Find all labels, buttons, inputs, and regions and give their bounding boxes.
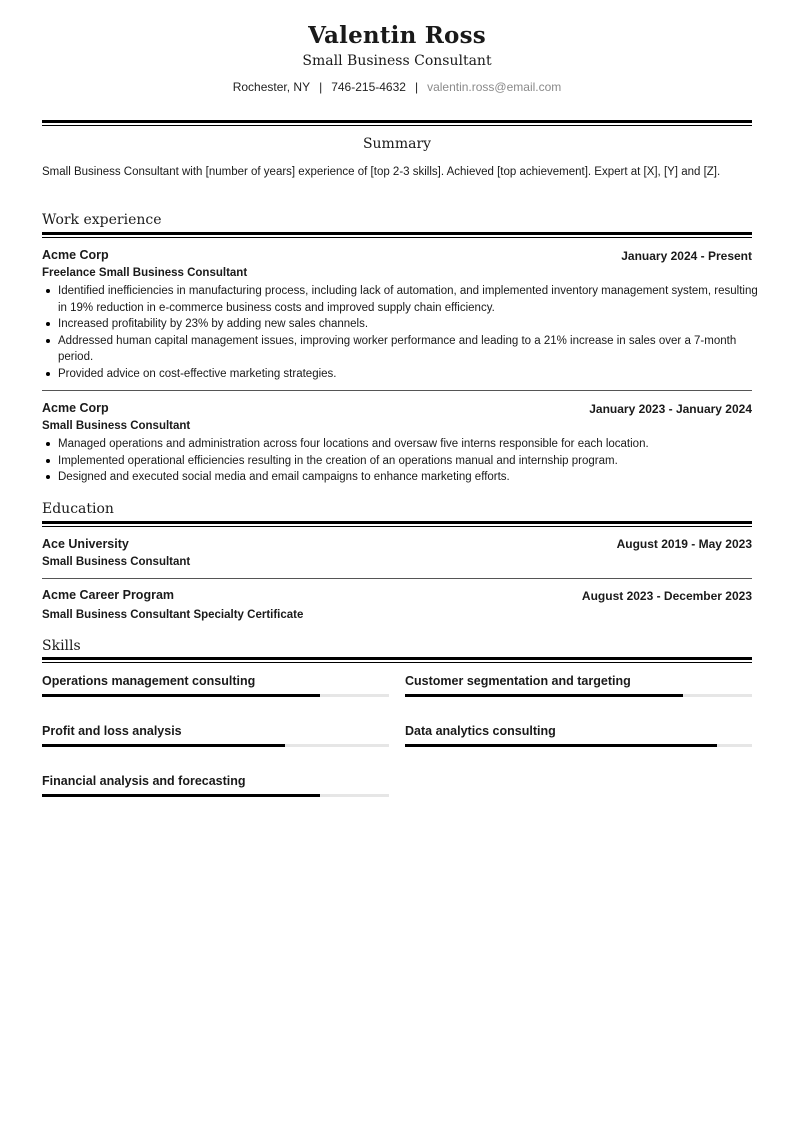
summary-heading: Summary	[362, 136, 432, 152]
education-school: Ace University	[42, 537, 129, 551]
education-school: Acme Career Program	[42, 588, 175, 602]
candidate-name: Valentin Ross	[308, 22, 486, 49]
skill-level-track	[405, 694, 752, 697]
skill-item	[42, 774, 389, 788]
education-degree: Small Business Consultant	[42, 556, 191, 568]
candidate-title: Small Business Consultant	[302, 53, 492, 69]
skills-divider	[42, 657, 752, 660]
summary-text: Small Business Consultant with [number of years] experience of [top 2-3 skills]. Achieved [top achievement]. Expert at [X], [Y] and [Z].	[42, 166, 721, 178]
header-divider	[42, 120, 752, 123]
email-link[interactable]: valentin.ross@email.com	[427, 80, 562, 94]
job-bullets	[42, 436, 768, 486]
skills-heading: Skills	[42, 638, 81, 654]
skill-item	[405, 724, 752, 738]
job-role: Freelance Small Business Consultant	[42, 267, 248, 279]
education-dates: August 2019 - May 2023	[616, 537, 752, 551]
contact-separator: |	[319, 80, 323, 94]
list-item: Identified inefficiencies in manufacturing process, including lack of automation, and implemented inventory management system, resulting in 19% reduction in e-commerce business costs and improved supply chain efficiency.	[58, 283, 768, 316]
skill-level-track	[405, 744, 752, 747]
education-item-divider	[42, 578, 752, 579]
education-heading: Education	[42, 501, 114, 517]
job-bullets	[42, 283, 768, 382]
skill-level-bar	[405, 744, 717, 747]
list-item: Provided advice on cost-effective marketing strategies.	[58, 366, 768, 383]
job-company: Acme Corp	[42, 401, 109, 415]
job-company: Acme Corp	[42, 248, 109, 262]
list-item: Addressed human capital management issues, improving worker performance and leading to a 21% increase in sales over a 7-month period.	[58, 333, 768, 366]
location: Rochester, NY	[232, 80, 311, 94]
skill-item	[42, 674, 389, 688]
list-item: Implemented operational efficiencies resulting in the creation of an operations manual and internship program.	[58, 453, 768, 470]
skill-level-bar	[42, 744, 285, 747]
work-divider	[42, 232, 752, 235]
skill-level-track	[42, 794, 389, 797]
skill-name: Customer segmentation and targeting	[405, 674, 631, 688]
skill-level-bar	[42, 694, 320, 697]
skill-level-bar	[405, 694, 683, 697]
work-heading: Work experience	[42, 212, 162, 228]
skill-item	[405, 674, 752, 688]
skill-level-track	[42, 694, 389, 697]
job-divider	[42, 390, 752, 391]
skill-name: Data analytics consulting	[405, 724, 556, 738]
skill-level-track	[42, 744, 389, 747]
job-dates: January 2023 - January 2024	[589, 402, 752, 416]
skill-item	[42, 724, 389, 738]
list-item: Managed operations and administration across four locations and oversaw five interns responsible for each location.	[58, 436, 768, 453]
phone: 746-215-4632	[331, 80, 406, 94]
education-divider	[42, 521, 752, 524]
list-item: Designed and executed social media and email campaigns to enhance marketing efforts.	[58, 469, 768, 486]
contact-line	[42, 80, 752, 94]
education-degree: Small Business Consultant Specialty Certificate	[42, 609, 304, 621]
list-item: Increased profitability by 23% by adding new sales channels.	[58, 316, 768, 333]
skill-name: Profit and loss analysis	[42, 724, 182, 738]
education-dates: August 2023 - December 2023	[581, 589, 752, 603]
skill-level-bar	[42, 794, 320, 797]
skill-name: Operations management consulting	[42, 674, 256, 688]
job-role: Small Business Consultant	[42, 420, 191, 432]
job-dates: January 2024 - Present	[621, 249, 752, 263]
contact-separator: |	[414, 80, 419, 94]
skill-name: Financial analysis and forecasting	[42, 774, 246, 788]
